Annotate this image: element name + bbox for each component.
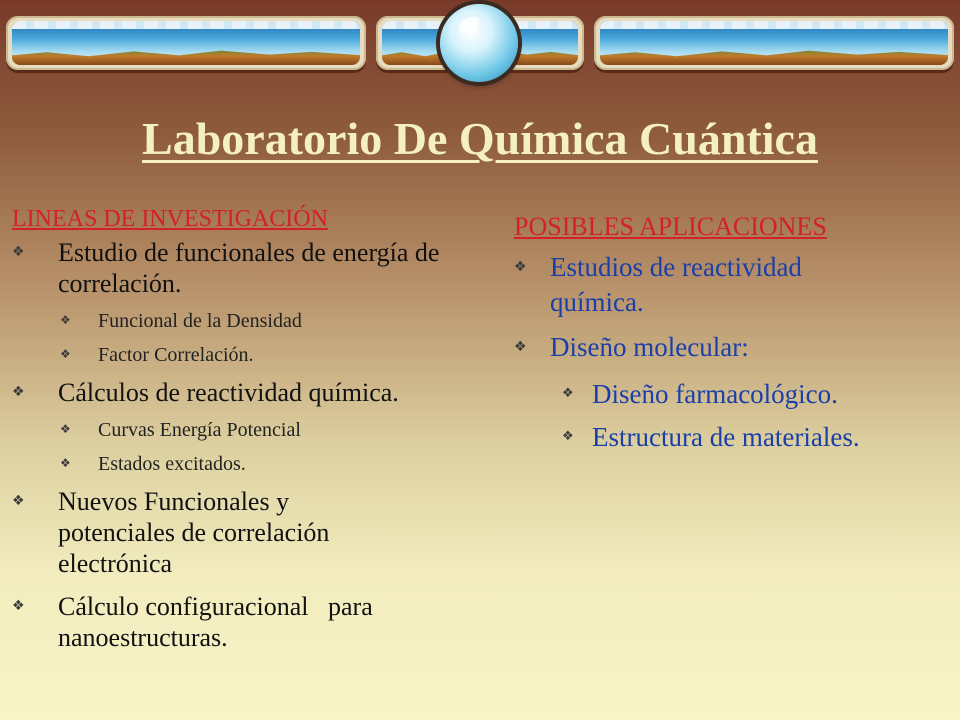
list-item <box>514 250 864 320</box>
list-item-text: Estudios de reactividad química. <box>550 252 802 317</box>
list-item-text: Cálculo configuracional para nanoestructuras. <box>58 592 380 652</box>
sub-list-item <box>12 452 492 476</box>
sub-list-item <box>514 420 954 455</box>
sub-list-item <box>514 377 954 412</box>
research-lines-column <box>12 206 492 653</box>
sub-list-item-text: Factor Correlación. <box>98 344 254 366</box>
bullet-icon: ❖ <box>60 456 71 470</box>
bullet-icon: ❖ <box>60 313 71 327</box>
page-title-text: Laboratorio De Química Cuántica <box>142 113 818 164</box>
bullet-icon: ❖ <box>60 347 71 361</box>
sub-list-item-text: Curvas Energía Potencial <box>98 419 301 441</box>
sub-list-item-text: Diseño farmacológico. <box>592 379 838 409</box>
list-item <box>12 486 402 579</box>
sub-list-item-text: Funcional de la Densidad <box>98 310 302 332</box>
list-item-text: Nuevos Funcionales y potenciales de correlación electrónica <box>58 487 330 578</box>
sub-list-item <box>12 343 492 367</box>
sub-list-item-text: Estructura de materiales. <box>592 422 860 452</box>
list-item-text: Estudio de funcionales de energía de correlación. <box>58 238 440 298</box>
bullet-icon: ❖ <box>514 339 527 355</box>
list-item-text: Diseño molecular: <box>550 332 749 362</box>
bullet-icon: ❖ <box>60 422 71 436</box>
banner-left <box>6 16 366 70</box>
applications-heading: POSIBLES APLICACIONES <box>514 212 827 241</box>
bullet-icon: ❖ <box>562 386 574 401</box>
list-item <box>12 591 452 653</box>
banner-right <box>594 16 954 70</box>
page-title <box>0 112 960 165</box>
sub-list-item-text: Estados excitados. <box>98 453 246 475</box>
bullet-icon: ❖ <box>514 259 527 275</box>
applications-column <box>514 212 954 455</box>
bullet-icon: ❖ <box>12 384 25 400</box>
list-item <box>12 237 492 299</box>
bullet-icon: ❖ <box>12 598 25 614</box>
sub-list-item <box>12 418 492 442</box>
list-item <box>514 330 954 365</box>
sub-list-item <box>12 309 492 333</box>
bullet-icon: ❖ <box>12 493 25 509</box>
bullet-icon: ❖ <box>562 429 574 444</box>
list-item-text: Cálculos de reactividad química. <box>58 378 399 407</box>
globe-icon <box>440 4 518 82</box>
research-lines-heading: LINEAS DE INVESTIGACIÓN <box>12 206 328 232</box>
bullet-icon: ❖ <box>12 244 25 260</box>
list-item <box>12 377 492 408</box>
